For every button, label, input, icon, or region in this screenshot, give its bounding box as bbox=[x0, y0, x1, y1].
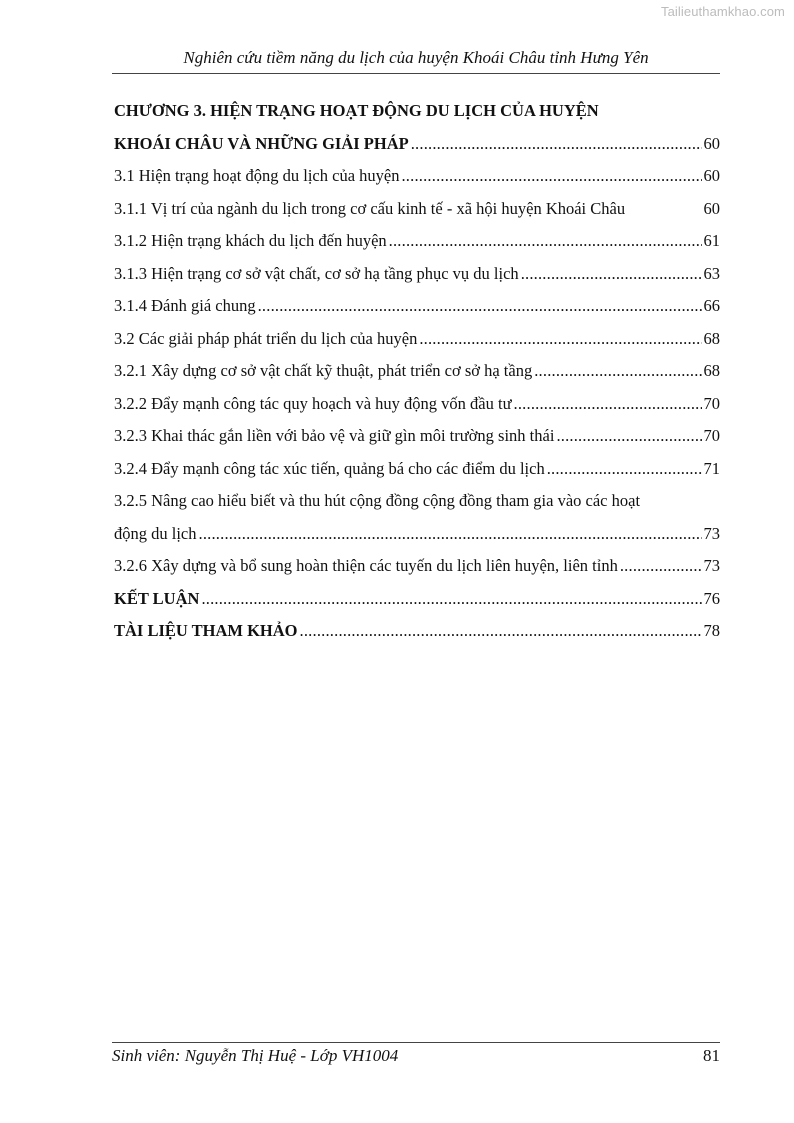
toc-entry-label: 3.2.3 Khai thác gắn liền với bảo vệ và giữ gìn môi trường sinh thái bbox=[114, 426, 555, 445]
toc-leader-dots bbox=[534, 355, 701, 388]
footer-author: Sinh viên: Nguyễn Thị Huệ - Lớp VH1004 bbox=[112, 1046, 399, 1065]
toc-entry[interactable] bbox=[114, 95, 720, 128]
toc-entry-page: 61 bbox=[703, 231, 720, 250]
toc-entry-page: 60 bbox=[703, 198, 720, 218]
page-header: Nghiên cứu tiềm năng du lịch của huyện Khoái Châu tỉnh Hưng Yên bbox=[112, 48, 720, 74]
toc-entry-label: 3.2.4 Đẩy mạnh công tác xúc tiến, quảng bá cho các điểm du lịch bbox=[114, 458, 545, 478]
toc-entry-page: 68 bbox=[703, 328, 720, 348]
toc-entry[interactable] bbox=[114, 550, 720, 583]
toc-entry-page: 76 bbox=[703, 588, 720, 608]
toc-entry-label: 3.2.6 Xây dựng và bổ sung hoàn thiện các tuyến du lịch liên huyện, liên tỉnh bbox=[114, 556, 618, 575]
toc-entry[interactable] bbox=[114, 128, 720, 161]
page-footer bbox=[112, 1042, 720, 1066]
toc-entry-label: 3.1.1 Vị trí của ngành du lịch trong cơ cấu kinh tế - xã hội huyện Khoái Châu bbox=[114, 198, 626, 218]
toc-entry[interactable] bbox=[114, 583, 720, 616]
toc-entry-page: 60 bbox=[703, 133, 720, 153]
toc-entry[interactable] bbox=[114, 518, 720, 551]
watermark: Tailieuthamkhao.com bbox=[660, 4, 785, 19]
toc-entry-page: 70 bbox=[703, 393, 720, 413]
toc-entry-page: 78 bbox=[703, 621, 720, 640]
toc-entry-page: 73 bbox=[703, 556, 720, 575]
toc-entry[interactable] bbox=[114, 615, 720, 648]
toc-leader-dots bbox=[419, 323, 701, 356]
toc-leader-dots bbox=[258, 290, 702, 323]
toc-leader-dots bbox=[521, 258, 702, 291]
toc-leader-dots bbox=[201, 583, 701, 616]
toc-entry-page: 68 bbox=[703, 361, 720, 380]
toc-entry-label: động du lịch bbox=[114, 523, 197, 543]
toc-entry-label: TÀI LIỆU THAM KHẢO bbox=[114, 621, 298, 640]
toc-entry[interactable] bbox=[114, 388, 720, 421]
toc-leader-dots bbox=[389, 225, 702, 258]
toc-entry-label: 3.2.2 Đẩy mạnh công tác quy hoạch và huy động vốn đầu tư bbox=[114, 393, 512, 413]
toc-entry-label: 3.2.5 Nâng cao hiểu biết và thu hút cộng đồng cộng đồng tham gia vào các hoạt bbox=[114, 491, 641, 510]
toc-leader-dots bbox=[199, 518, 702, 551]
toc-entry-page: 73 bbox=[703, 523, 720, 543]
toc-entry-label: KHOÁI CHÂU VÀ NHỮNG GIẢI PHÁP bbox=[114, 133, 409, 153]
toc-entry-label: 3.1.3 Hiện trạng cơ sở vật chất, cơ sở hạ tầng phục vụ du lịch bbox=[114, 263, 519, 283]
toc-entry[interactable] bbox=[114, 225, 720, 258]
toc-leader-dots bbox=[300, 615, 702, 648]
toc-entry-page: 71 bbox=[703, 458, 720, 478]
toc-entry[interactable] bbox=[114, 193, 720, 226]
toc-entry-page: 66 bbox=[703, 296, 720, 315]
toc-leader-dots bbox=[556, 420, 701, 453]
table-of-contents bbox=[114, 95, 720, 648]
toc-entry-page: 60 bbox=[703, 166, 720, 185]
toc-entry[interactable] bbox=[114, 290, 720, 323]
toc-entry[interactable] bbox=[114, 258, 720, 291]
toc-entry[interactable] bbox=[114, 160, 720, 193]
toc-leader-dots bbox=[547, 453, 702, 486]
toc-entry[interactable] bbox=[114, 485, 720, 518]
toc-leader-dots bbox=[514, 388, 702, 421]
toc-entry-label: 3.2.1 Xây dựng cơ sở vật chất kỹ thuật, phát triển cơ sở hạ tầng bbox=[114, 361, 533, 380]
toc-entry[interactable] bbox=[114, 453, 720, 486]
toc-entry[interactable] bbox=[114, 323, 720, 356]
toc-entry-label: CHƯƠNG 3. HIỆN TRẠNG HOẠT ĐỘNG DU LỊCH CỦA HUYỆN bbox=[114, 101, 599, 120]
toc-entry-label: 3.2 Các giải pháp phát triển du lịch của huyện bbox=[114, 328, 418, 348]
toc-entry-page: 63 bbox=[703, 263, 720, 283]
toc-leader-dots bbox=[620, 550, 702, 583]
toc-leader-dots bbox=[411, 128, 702, 161]
toc-entry-label: 3.1.4 Đánh giá chung bbox=[114, 296, 256, 315]
toc-entry[interactable] bbox=[114, 355, 720, 388]
toc-entry-label: 3.1.2 Hiện trạng khách du lịch đến huyện bbox=[114, 231, 387, 250]
toc-entry-label: KẾT LUẬN bbox=[114, 588, 200, 608]
toc-entry-label: 3.1 Hiện trạng hoạt động du lịch của huyện bbox=[114, 166, 400, 185]
toc-entry-page: 70 bbox=[703, 426, 720, 445]
page-number: 81 bbox=[703, 1046, 720, 1065]
toc-entry[interactable] bbox=[114, 420, 720, 453]
toc-leader-dots bbox=[401, 160, 701, 193]
